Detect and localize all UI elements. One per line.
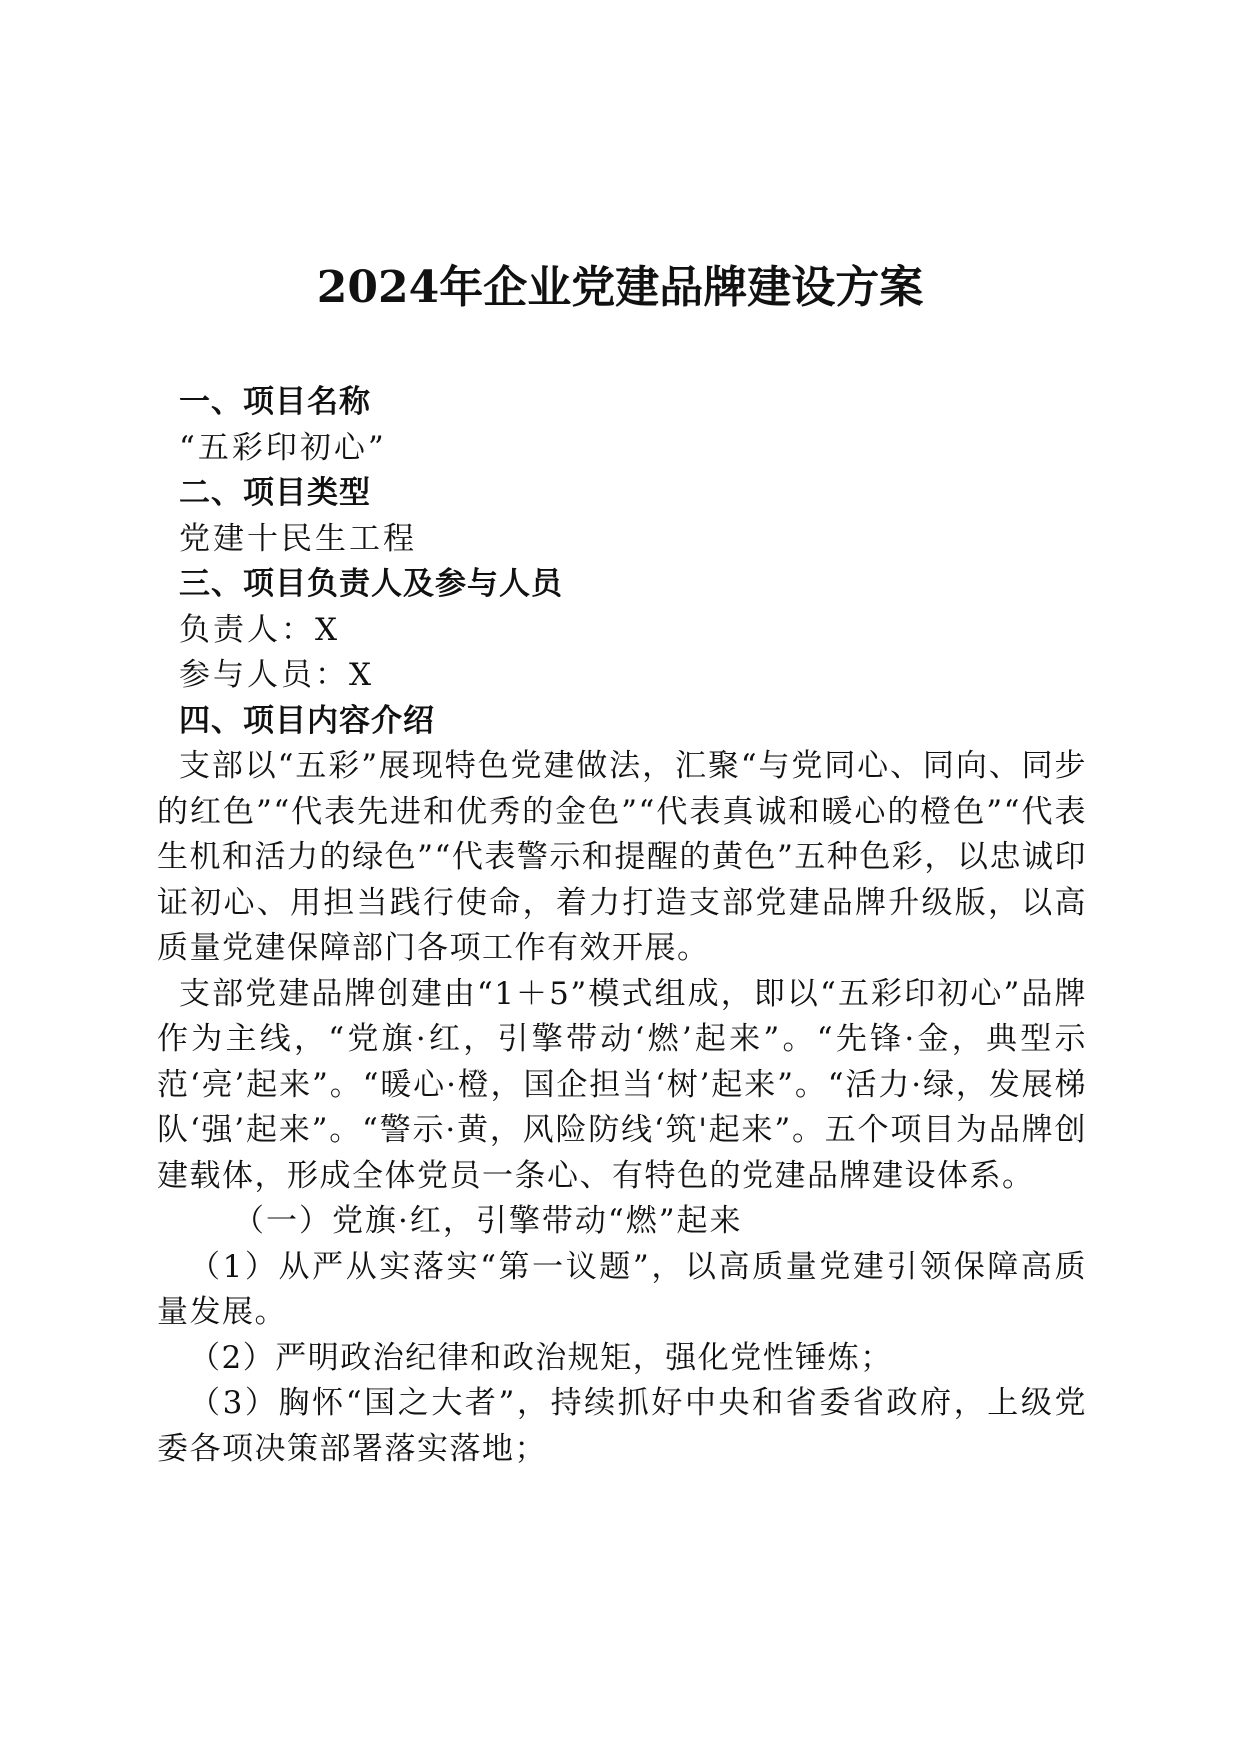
document-body [157, 380, 1087, 1472]
list-item: （3）胸怀“国之大者”，持续抓好中央和省委省政府，上级党委各项决策部署落实落地； [157, 1385, 1087, 1467]
project-members: 参与人员：X [179, 657, 375, 693]
document-title: 2024年企业党建品牌建设方案 [316, 262, 924, 313]
project-name-value: “五彩印初心” [179, 429, 387, 466]
subsection-heading-red: （一）党旗·红，引擎带动“燃”起来 [233, 1203, 743, 1239]
list-item: （2）严明政治纪律和政治规矩，强化党性锤炼； [189, 1339, 893, 1376]
content-paragraph-1: 支部以“五彩”展现特色党建做法，汇聚“与党同心、同向、同步的红色”“代表先进和优秀的金色”“代表真诚和暖心的橙色”“代表生机和活力的绿色”“代表警示和提醒的黄色”五种色彩，以忠诚印证初心、用担当践行使命，着力打造支部党建品牌升级版，以高质量党建保障部门各项工作有效开展。 [157, 748, 1087, 966]
list-item: （1）从严从实落实“第一议题”，以高质量党建引领保障高质量发展。 [157, 1248, 1087, 1330]
project-leader: 负责人：X [179, 611, 341, 648]
section-heading-content: 四、项目内容介绍 [179, 702, 435, 739]
content-paragraph-2: 支部党建品牌创建由“1＋5”模式组成，即以“五彩印初心”品牌作为主线，“党旗·红，引擎带动‘燃’起来”。“先锋·金，典型示范‘亮’起来”。“暖心·橙，国企担当‘树’起来”。“活力·绿，发展梯队‘强’起来”。“警示·黄，风险防线‘筑'起来”。五个项目为品牌创建载体，形成全体党员一条心、有特色的党建品牌建设体系。 [157, 975, 1087, 1194]
section-heading-project-type: 二、项目类型 [179, 475, 371, 511]
section-heading-project-name: 一、项目名称 [179, 384, 371, 420]
section-heading-personnel: 三、项目负责人及参与人员 [179, 566, 563, 602]
project-type-value: 党建十民生工程 [179, 520, 417, 557]
